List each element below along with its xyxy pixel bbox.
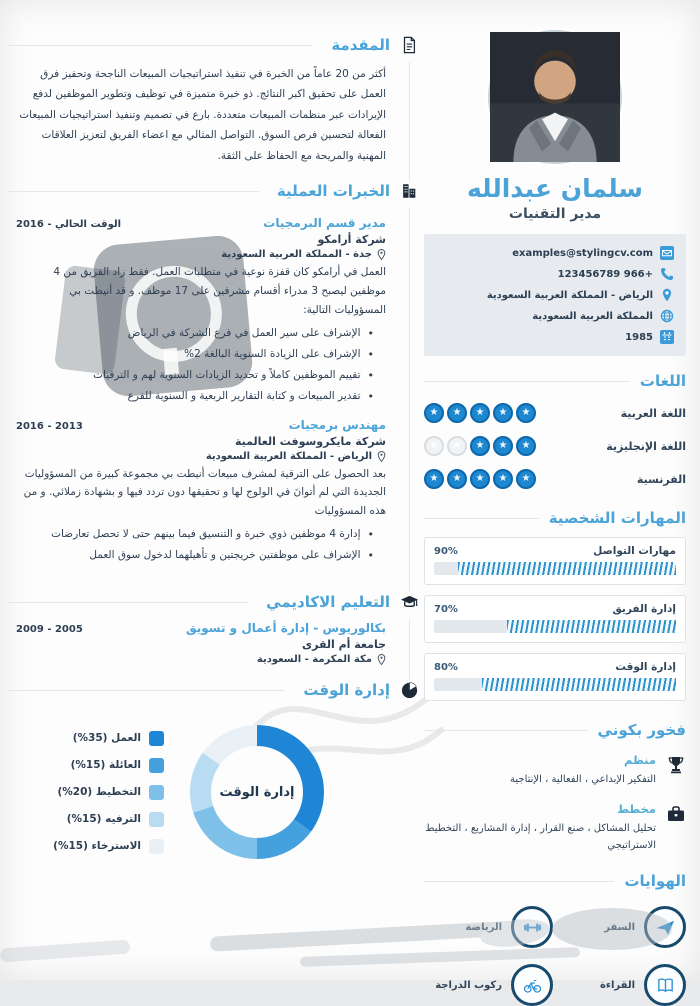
legend-item — [53, 758, 164, 773]
hobbies-grid — [424, 906, 686, 1006]
contact-phone-row — [436, 267, 674, 281]
contact-email: examples@stylingcv.com — [512, 247, 653, 259]
section-connector-line — [409, 619, 410, 685]
contact-address-row — [436, 288, 674, 302]
legend-percent: (%15) — [53, 840, 88, 853]
legend-swatch — [149, 785, 164, 800]
degree-title: بكالوريوس - إدارة أعمال و تسويق — [185, 621, 386, 636]
star-filled-icon: ★ — [424, 403, 444, 423]
school-name: جامعة أم القرى — [302, 638, 386, 652]
star-empty-icon: ★ — [447, 436, 467, 456]
legend-item — [53, 785, 164, 800]
plane-icon — [644, 906, 686, 948]
hobby-label: السفر — [604, 921, 635, 933]
education-date: 2009 - 2005 — [16, 624, 83, 636]
job-bullets: • إدارة 4 موظفين ذوي خبرة و التنسيق فيما بينهم حتى لا تحصل تعارضات • الإشراف على موظفتين خريجتين و تأهيلهما لدخول سوق العمل — [16, 525, 386, 567]
legend-percent: (%15) — [70, 759, 106, 772]
location-pin-icon — [377, 451, 386, 462]
progress-bar — [434, 678, 676, 691]
section-connector-line — [409, 62, 410, 186]
job-entry — [16, 418, 386, 567]
divider — [8, 45, 313, 46]
exercise-icon — [511, 906, 553, 948]
legend-item — [53, 731, 164, 746]
languages-title: اللغات — [639, 372, 686, 390]
bicycle-icon — [511, 964, 553, 1006]
job-title: مهندس برمجيات — [288, 417, 386, 432]
star-rating — [424, 469, 536, 489]
job-location: الرياض - المملكة العربية السعودية — [205, 450, 372, 462]
legend-item — [53, 812, 164, 827]
graduation-cap-icon — [398, 591, 420, 613]
divider — [8, 191, 259, 192]
intro-title: المقدمة — [331, 36, 390, 54]
profile-sidebar — [414, 0, 700, 1006]
skill-label: إدارة الوقت — [615, 661, 676, 673]
bullet-text: الإشراف على سير العمل في فرع الشركة في الرياض — [127, 327, 361, 340]
star-filled-icon: ★ — [516, 403, 536, 423]
time-management-title: إدارة الوقت — [303, 681, 390, 700]
section-connector-line — [409, 208, 410, 597]
bullet-text: إدارة 4 موظفين ذوي خبرة و التنسيق فيما بينهم حتى لا تحصل تعارضات — [51, 528, 361, 541]
star-rating — [424, 436, 536, 456]
proud-item-label: منظم — [623, 753, 656, 767]
legend-label: الترفيه — [105, 813, 141, 826]
donut-center-label: إدارة الوقت — [211, 746, 303, 838]
star-filled-icon: ★ — [447, 403, 467, 423]
trophy-icon — [666, 755, 686, 779]
location-pin-icon — [377, 654, 386, 665]
job-title: مدير قسم البرمجيات — [263, 216, 386, 231]
hobby-label: ركوب الدراجة — [435, 979, 502, 991]
time-chart-row — [16, 725, 386, 859]
star-filled-icon: ★ — [516, 469, 536, 489]
star-filled-icon: ★ — [493, 436, 513, 456]
legend-item — [53, 839, 164, 854]
language-label: الفرنسية — [636, 472, 686, 486]
language-row — [424, 403, 686, 423]
star-empty-icon: ★ — [424, 436, 444, 456]
skill-card — [424, 595, 686, 643]
skills-title: المهارات الشخصية — [548, 509, 686, 527]
proud-title: فخور بكوني — [597, 721, 686, 739]
proud-item — [424, 802, 686, 854]
calendar-icon — [660, 330, 674, 344]
job-date: 2016 - 2013 — [16, 420, 83, 432]
envelope-icon — [660, 246, 674, 260]
job-company: شركة مايكروسوفت العالمية — [234, 434, 386, 448]
hobby-label: القراءة — [599, 979, 635, 991]
intro-text: أكثر من 20 عاماً من الخبرة في تنفيذ استراتيجيات المبيعات الناجحة وتحفيز فرق العمل على تحقيق اكبر النتائج. ذو خبرة متميزة في توظيف وتطوير الموظفين لدفع الإيرادات عبر منظمات المبيعات متعددة. بارع في تصميم وتنفيذ استراتيجيات المبيعات الفعالة لتحسين فرص السوق. التواصل المثالي مع اعضاء الفريق لتعزيز العلاقات المهنية والمريحة مع الحفاظ على الثقة. — [19, 68, 386, 162]
proud-section-header — [424, 721, 686, 739]
language-label: اللغة الإنجليزية — [606, 439, 686, 453]
star-filled-icon: ★ — [493, 469, 513, 489]
pie-chart-icon — [398, 679, 420, 701]
legend-label: العائلة — [108, 759, 141, 772]
experience-section — [8, 180, 420, 591]
time-donut-chart — [190, 725, 324, 859]
divider — [424, 730, 588, 731]
star-filled-icon: ★ — [470, 436, 490, 456]
education-location-row — [16, 654, 386, 665]
job-description: العمل في أرامكو كان قفزة نوعية في متطلبات العمل. فقط زاد الفريق من 4 موظفين ليصبح 3 مدراء أقسام مشرفين على 17 موظف. و قد أنيطت بي المسؤوليات التالية: — [53, 266, 386, 317]
job-bullets: • الإشراف على سير العمل في فرع الشركة في الرياض • الإشراف على الزيادة السنوية البالغة 2% • تقييم الموظفين كاملاً و تحديد الزيادات السنوية لهم و الترقيات • تقدير المبيعات و كتابة التقارير الربعية و السنوية للفرع — [16, 324, 386, 408]
chart-legend — [53, 731, 164, 854]
bullet-text: تقدير المبيعات و كتابة التقارير الربعية و السنوية للفرع — [127, 389, 361, 402]
education-section — [8, 591, 420, 679]
proud-item-desc: تحليل المشاكل ، صنع القرار ، إدارة المشاريع ، التخطيط الاستراتيجي — [425, 823, 656, 851]
legend-swatch — [149, 812, 164, 827]
person-job-title: مدير التقنيات — [508, 206, 602, 222]
book-icon — [644, 964, 686, 1006]
legend-swatch — [149, 758, 164, 773]
bullet-text: الإشراف على الزيادة السنوية البالغة 2% — [184, 347, 361, 360]
job-location-row — [16, 451, 386, 462]
legend-swatch — [149, 731, 164, 746]
contact-birth-row — [436, 330, 674, 344]
contact-card — [424, 234, 686, 356]
job-date: 2016 - الوقت الحالي — [16, 219, 122, 231]
legend-percent: (%35) — [72, 732, 108, 745]
planner-icon — [666, 804, 686, 828]
intro-section — [8, 34, 420, 180]
job-description: بعد الحصول على الترقية لمشرف مبيعات أنيطت بي مجموعة كبيرة من المسؤوليات الجديدة التي لم أتوانَ في الولوج لها و تحقيقها دون تردد فيها و بشهادة زملائي. و من هذه المسؤوليات — [23, 467, 386, 518]
progress-bar — [434, 562, 676, 575]
education-title: التعليم الاكاديمي — [266, 593, 390, 612]
hobby-item — [563, 964, 686, 1006]
main-content — [8, 34, 420, 873]
skill-label: مهارات التواصل — [593, 545, 676, 557]
contact-nationality-row — [436, 309, 674, 323]
proud-item-label: مخطط — [617, 802, 656, 816]
watermark-smear — [0, 934, 140, 970]
bullet-text: تقييم الموظفين كاملاً و تحديد الزيادات السنوية لهم و الترقيات — [93, 368, 361, 381]
job-location: جدة - المملكة العربية السعودية — [221, 249, 372, 261]
star-filled-icon: ★ — [493, 403, 513, 423]
star-filled-icon: ★ — [424, 469, 444, 489]
building-icon — [398, 180, 420, 202]
progress-bar — [434, 620, 676, 633]
person-portrait-image — [490, 32, 620, 162]
skills-section-header — [424, 509, 686, 527]
contact-email-row — [436, 246, 674, 260]
proud-item-desc: التفكير الإبداعي ، الفعالية ، الإنتاجية — [510, 774, 656, 785]
skill-card — [424, 537, 686, 585]
skill-label: إدارة الفريق — [612, 603, 676, 615]
divider — [8, 690, 285, 691]
legend-label: التخطيط — [95, 786, 141, 799]
globe-icon — [660, 309, 674, 323]
legend-percent: (%20) — [57, 786, 93, 799]
education-location: مكة المكرمة - السعودية — [256, 654, 372, 666]
legend-label: الاسترخاء — [91, 840, 141, 853]
job-entry — [16, 216, 386, 407]
star-filled-icon: ★ — [470, 403, 490, 423]
languages-section-header — [424, 372, 686, 390]
profile-photo — [488, 30, 622, 164]
skill-percent: 70% — [434, 603, 458, 615]
document-icon — [398, 34, 420, 56]
skill-percent: 90% — [434, 545, 458, 557]
language-label: اللغة العربية — [620, 406, 686, 420]
hobbies-title: الهوايات — [624, 872, 686, 890]
location-pin-icon — [377, 249, 386, 260]
divider — [424, 881, 614, 882]
time-management-section — [8, 679, 420, 873]
skill-card — [424, 653, 686, 701]
person-name: سلمان عبدالله — [466, 174, 644, 203]
location-pin-icon — [660, 288, 674, 302]
star-rating — [424, 403, 536, 423]
proud-item — [424, 753, 686, 788]
hobby-item — [563, 906, 686, 948]
star-filled-icon: ★ — [447, 469, 467, 489]
contact-nationality: المملكة العربية السعودية — [532, 310, 653, 322]
contact-birth-year: 1985 — [625, 331, 653, 343]
language-row — [424, 469, 686, 489]
star-filled-icon: ★ — [516, 436, 536, 456]
legend-label: العمل — [111, 732, 141, 745]
legend-percent: (%15) — [66, 813, 102, 826]
divider — [424, 381, 630, 382]
contact-phone: +966 123456789 — [557, 268, 653, 280]
divider — [8, 602, 248, 603]
job-company: شركة أرامكو — [317, 233, 386, 247]
legend-swatch — [149, 839, 164, 854]
hobby-item — [430, 964, 553, 1006]
experience-title: الخبرات العملية — [276, 182, 390, 201]
contact-address: الرياض - المملكة العربية السعودية — [486, 289, 653, 301]
hobby-item — [430, 906, 553, 948]
phone-icon — [660, 267, 674, 281]
bullet-text: الإشراف على موظفتين خريجتين و تأهيلهما لدخول سوق العمل — [89, 549, 361, 562]
skill-percent: 80% — [434, 661, 458, 673]
language-row — [424, 436, 686, 456]
job-location-row — [16, 249, 386, 260]
hobbies-section-header — [424, 872, 686, 890]
divider — [424, 518, 539, 519]
hobby-label: الرياضة — [465, 921, 502, 933]
star-filled-icon: ★ — [470, 469, 490, 489]
